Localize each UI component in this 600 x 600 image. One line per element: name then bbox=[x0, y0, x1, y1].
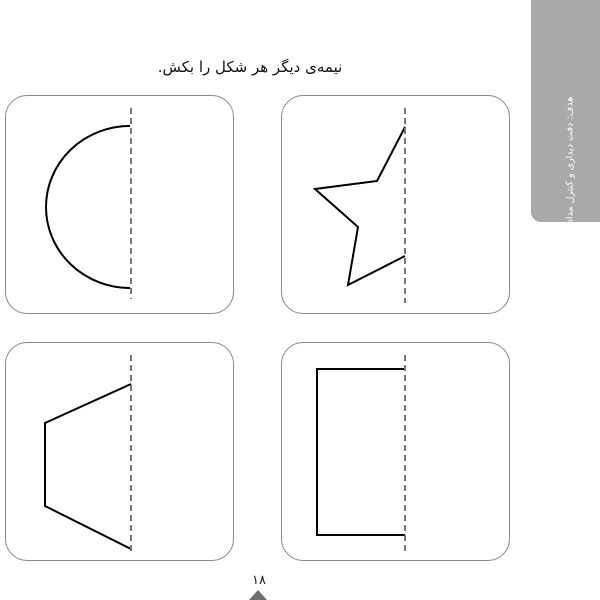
page-marker-triangle-icon bbox=[249, 590, 267, 600]
side-tab-label: هدف: دقت دیداری و کنترل مداد bbox=[564, 96, 576, 224]
card-half-star bbox=[281, 95, 510, 314]
instruction-text: نیمه‌ی دیگر هر شکل را بکش. bbox=[157, 58, 343, 76]
half-trapezoid-icon bbox=[6, 343, 235, 562]
half-circle-icon bbox=[6, 96, 235, 315]
card-half-circle bbox=[5, 95, 234, 314]
half-star-icon bbox=[282, 96, 511, 315]
card-half-trapezoid bbox=[5, 342, 234, 561]
half-rectangle-icon bbox=[282, 343, 511, 562]
card-half-rectangle bbox=[281, 342, 510, 561]
page-number: ۱۸ bbox=[252, 573, 266, 588]
